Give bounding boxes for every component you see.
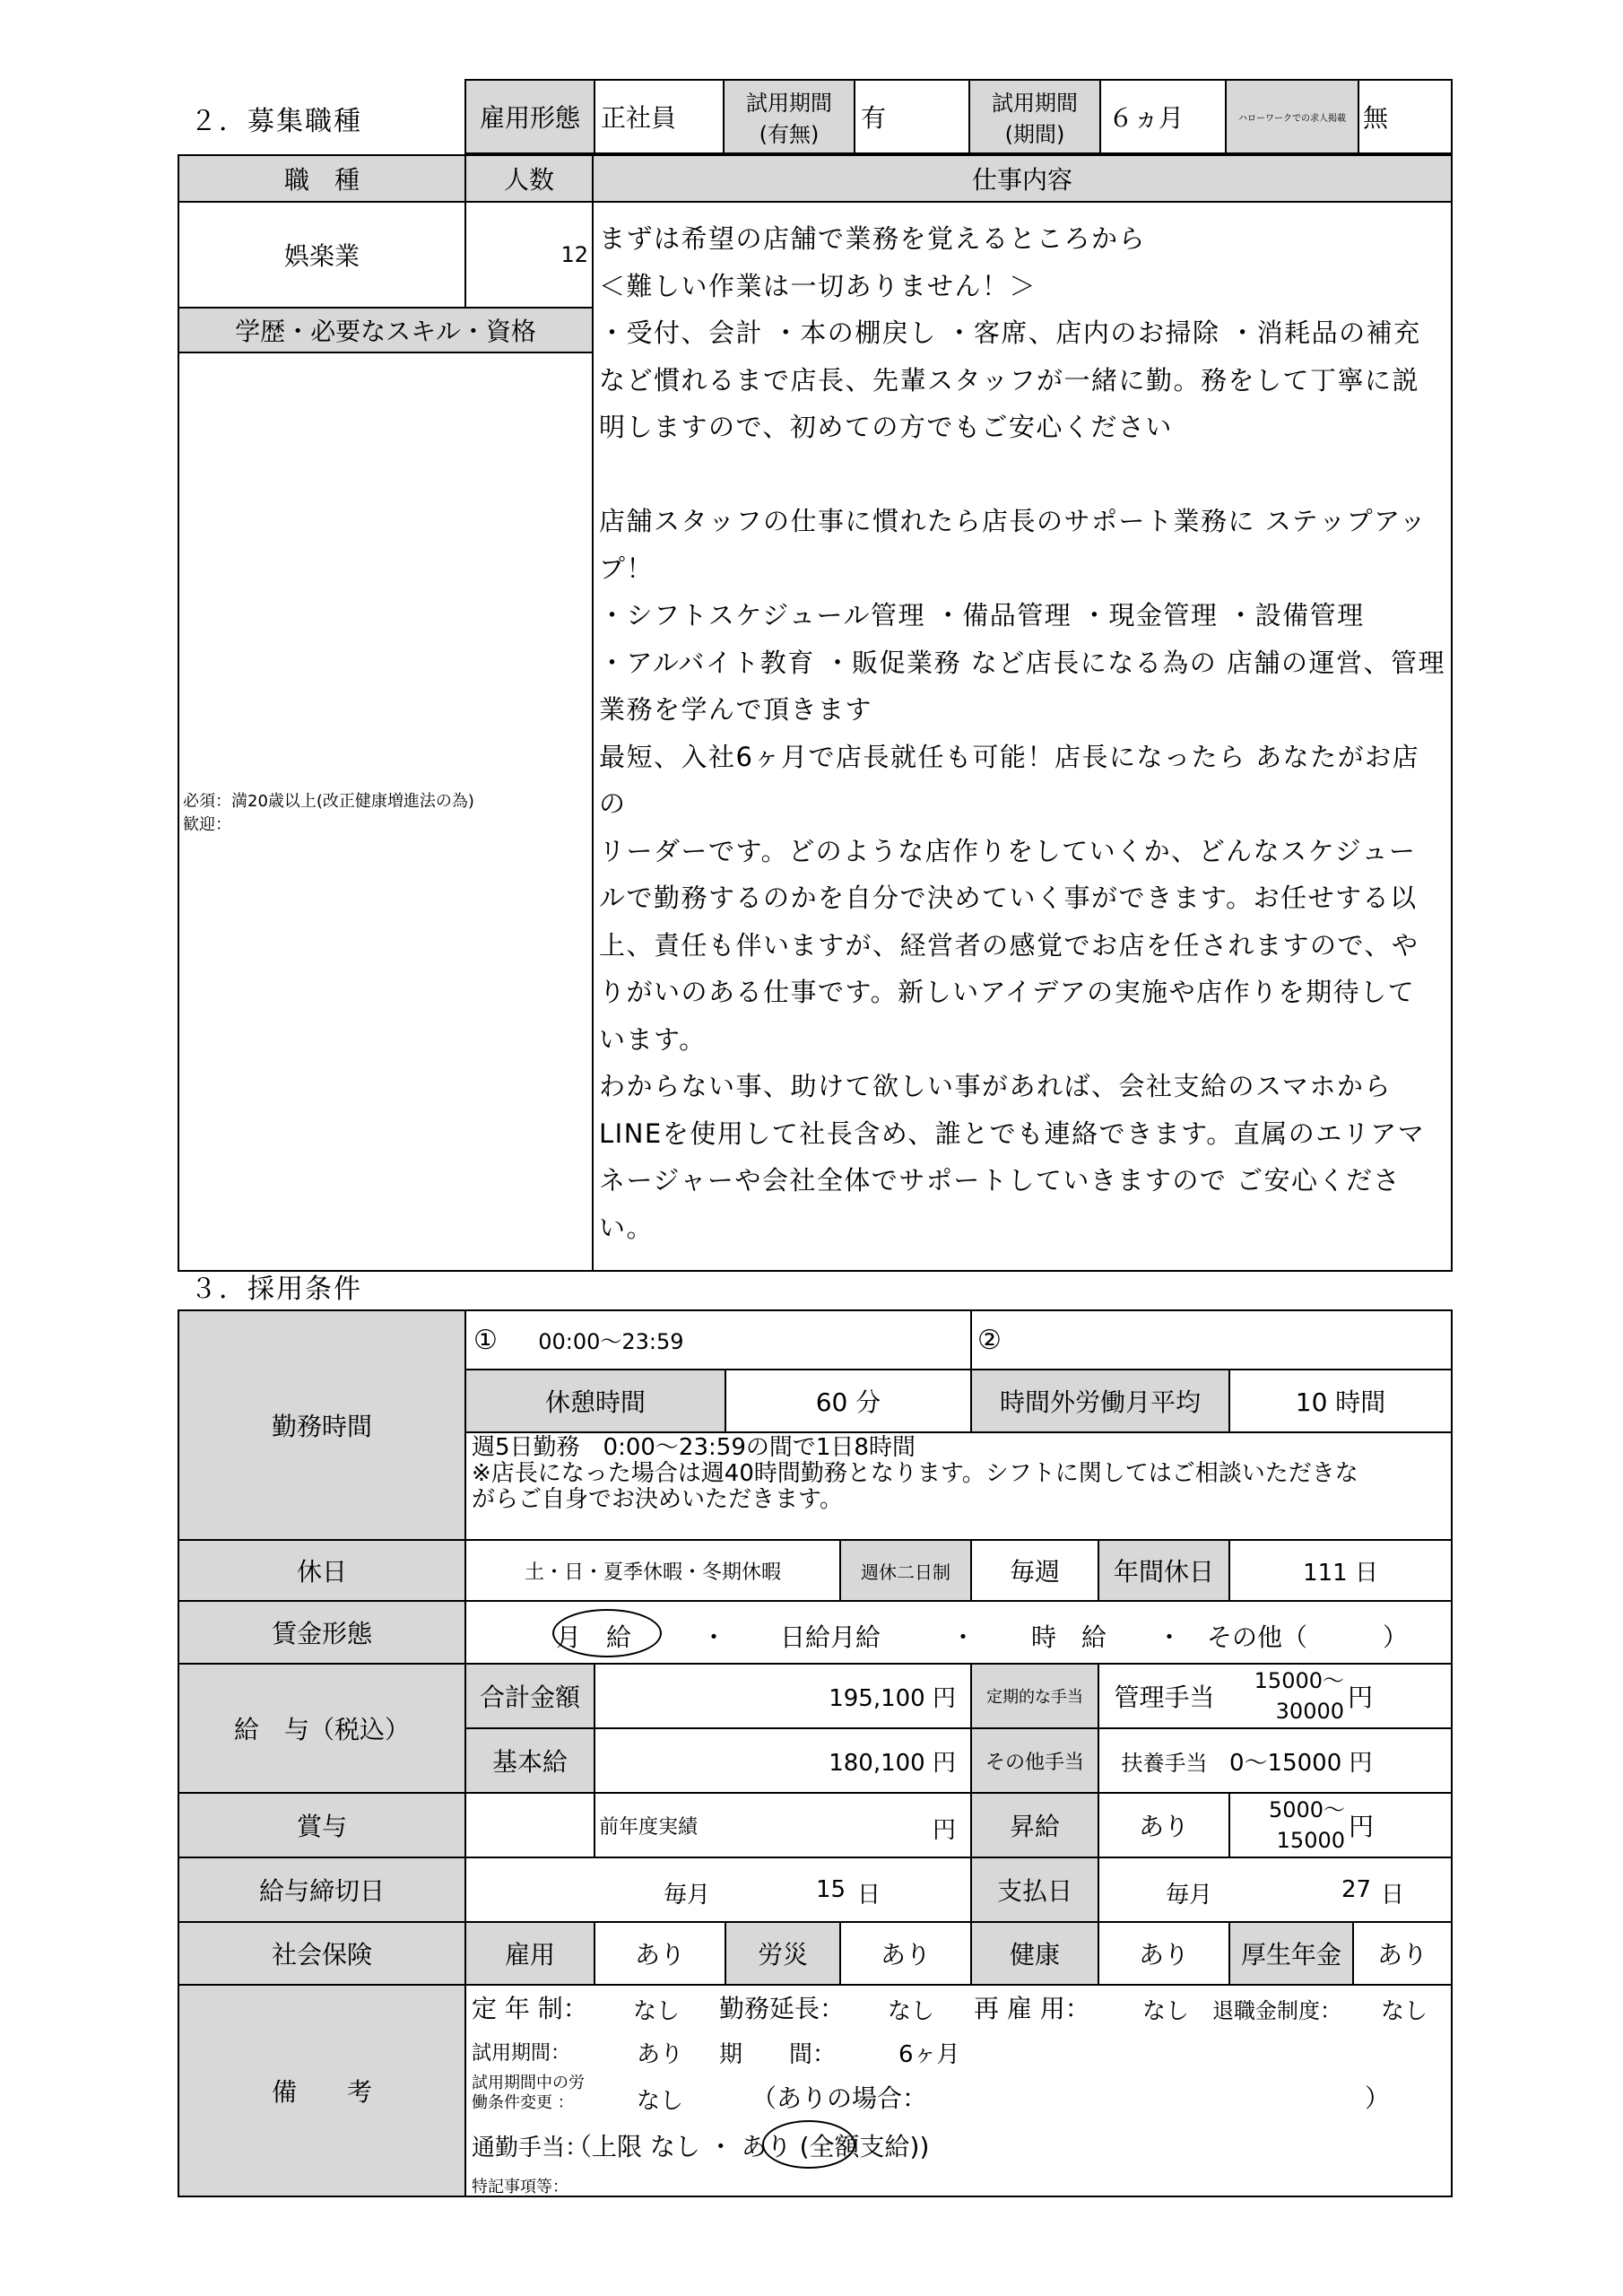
regular-allowance-line2: 30000: [1275, 1699, 1345, 1724]
raise-label: 昇給: [971, 1793, 1098, 1857]
regular-allowance-name: 管理手当: [1098, 1664, 1229, 1728]
wage-type-label: 賃金形態: [178, 1601, 465, 1664]
skills-welcome: 歓迎：: [183, 815, 231, 834]
work-hours-note-line1: 週5日勤務 0:00～23:59の間で1日8時間: [472, 1434, 916, 1461]
ins-pension-cell: [1229, 1922, 1452, 1985]
hellowork-value: 無: [1358, 80, 1452, 153]
remarks-label: 備 考: [178, 1985, 465, 2196]
cutoff-day: 15: [816, 1876, 846, 1903]
remarks-cell: [465, 1985, 1452, 2196]
wage-dot3: ・: [1157, 1622, 1183, 1652]
shift1-cell: [465, 1310, 971, 1370]
salary-total-label: 合計金額: [465, 1664, 595, 1728]
trial-period-label-line2: (期間): [1004, 122, 1065, 147]
ins-pension-value: あり: [1377, 1940, 1428, 1970]
work-hours-note-line2: ※店長になった場合は週40時間勤務となります。シフトに関してはご相談いただきな: [472, 1460, 1358, 1487]
bonus-prev-yen: 円: [933, 1817, 957, 1844]
ins-health-label: 健康: [971, 1922, 1098, 1985]
overtime-value: 10: [1295, 1387, 1328, 1417]
trial-value: 有: [855, 80, 969, 153]
regular-allowance-amount: [1229, 1664, 1452, 1728]
section2-title: ２．募集職種: [190, 106, 362, 137]
severance-label: 退職金制度：: [1212, 1998, 1341, 2023]
remarks-trial-period-value: 6ヶ月: [898, 2041, 960, 2068]
trial-label-line1: 試用期間: [746, 91, 832, 116]
pay-day: 27: [1341, 1876, 1372, 1903]
salary-total-cell: [595, 1664, 971, 1728]
extension-label: 勤務延長：: [719, 1994, 846, 2023]
shift2-cell: [971, 1310, 1452, 1370]
trial-change-detail: （ありの場合：: [751, 2083, 928, 2113]
holiday-value: 土・日・夏季休暇・冬期休暇: [465, 1540, 840, 1601]
raise-line2: 15000: [1276, 1828, 1346, 1853]
cutoff-cell: [465, 1857, 971, 1922]
section3-title: ３．採用条件: [190, 1274, 362, 1305]
trial-label-line2: (有無): [759, 122, 820, 147]
regular-allowance-line1: 15000～: [1254, 1668, 1345, 1693]
trial-change-value: なし: [637, 2088, 684, 2115]
work-hours-label: 勤務時間: [178, 1310, 465, 1540]
ins-health-value: あり: [1098, 1922, 1229, 1985]
employment-header-table: [464, 79, 1453, 154]
trial-change-label-line1: 試用期間中の労: [472, 2074, 585, 2092]
bonus-prev-cell: [595, 1793, 971, 1857]
wage-monthly-circle: [552, 1609, 662, 1657]
weekly-holiday-value: 毎週: [971, 1540, 1098, 1601]
wage-daily: 日給月給: [780, 1622, 881, 1652]
remarks-trial-period-label: 期 間：: [719, 2041, 837, 2068]
hellowork-label: ハローワークでの求人掲載: [1226, 80, 1358, 153]
severance-value: なし: [1381, 1998, 1428, 2025]
break-cell: [725, 1370, 971, 1432]
wage-type-options: [465, 1601, 1452, 1664]
employment-type-value: 正社員: [595, 80, 724, 153]
work-hours-note-line3: がらご自身でお決めいただきます。: [472, 1486, 843, 1513]
other-allowance-label: その他手当: [971, 1728, 1098, 1793]
shift1-time: 00:00～23:59: [538, 1329, 684, 1354]
salary-base-yen: 円: [933, 1749, 957, 1777]
pay-cell: [1098, 1857, 1452, 1922]
job-table: [178, 154, 1453, 1272]
skills-required: 必須：満20歳以上(改正健康増進法の為): [183, 792, 474, 811]
ins-employment-label: 雇用: [465, 1922, 595, 1985]
bonus-prev-label: 前年度実績: [599, 1815, 699, 1839]
pay-day-unit: 日: [1381, 1882, 1405, 1909]
salary-label: 給 与（税込）: [178, 1664, 465, 1793]
bonus-label: 賞与: [178, 1793, 465, 1857]
work-hours-note: [465, 1432, 1452, 1540]
raise-yen: 円: [1349, 1812, 1375, 1841]
salary-total-yen: 円: [933, 1684, 957, 1712]
commute-label: 通勤手当：: [472, 2135, 589, 2161]
other-allowance-value: 0～15000: [1229, 1749, 1342, 1777]
bonus-blank: [465, 1793, 595, 1857]
salary-total-value: 195,100: [829, 1684, 925, 1712]
break-value: 60: [815, 1387, 848, 1417]
remarks-trial-value: あり: [637, 2041, 684, 2068]
break-unit: 分: [855, 1387, 881, 1417]
commute-options: （上限 なし ・ あり (全額支給)): [567, 2132, 930, 2161]
retire-value: なし: [633, 1998, 681, 2025]
annual-holiday-cell: [1229, 1540, 1452, 1601]
employment-type-label: 雇用形態: [465, 80, 595, 153]
break-label: 休憩時間: [465, 1370, 725, 1432]
raise-amount: [1229, 1793, 1452, 1857]
skills-header: 学歴・必要なスキル・資格: [178, 308, 593, 352]
count-header: 人数: [465, 155, 593, 202]
trial-period-label: [969, 80, 1100, 153]
extension-value: なし: [888, 1998, 935, 2025]
weekly-holiday-label: 週休二日制: [840, 1540, 971, 1601]
wage-monthly: 月 給: [556, 1622, 632, 1652]
ins-employment-value: あり: [595, 1922, 725, 1985]
other-allowance-cell: [1229, 1728, 1452, 1793]
retire-label: 定 年 制：: [472, 1994, 588, 2023]
other-allowance-yen: 円: [1349, 1749, 1373, 1777]
overtime-cell: [1229, 1370, 1452, 1432]
job-type-value: 娯楽業: [178, 202, 465, 308]
salary-base-value: 180,100: [829, 1749, 925, 1777]
annual-holiday-value: 111: [1303, 1559, 1348, 1587]
raise-value: あり: [1098, 1793, 1229, 1857]
trial-change-close: ）: [1365, 2083, 1391, 2113]
ins-pension-label: 厚生年金: [1230, 1923, 1354, 1984]
job-type-header: 職 種: [178, 155, 465, 202]
pay-label: 支払日: [971, 1857, 1098, 1922]
trial-label: [724, 80, 855, 153]
trial-period-value: ６ヵ月: [1100, 80, 1226, 153]
count-value: 12: [465, 202, 593, 308]
regular-allowance-label: 定期的な手当: [971, 1664, 1098, 1728]
wage-dot1: ・: [701, 1622, 727, 1652]
trial-change-label-line2: 働条件変更 ：: [472, 2093, 574, 2112]
wage-other: その他（ ）: [1207, 1622, 1409, 1652]
annual-holiday-label: 年間休日: [1098, 1540, 1229, 1601]
wage-hourly: 時 給: [1031, 1622, 1107, 1652]
skills-cell: [178, 352, 593, 1271]
rehire-label: 再 雇 用：: [974, 1994, 1090, 2023]
insurance-label: 社会保険: [178, 1922, 465, 1985]
salary-base-cell: [595, 1728, 971, 1793]
rehire-value: なし: [1142, 1998, 1190, 2025]
raise-line1: 5000～: [1268, 1797, 1346, 1822]
regular-allowance-yen: 円: [1348, 1683, 1374, 1712]
shift1-mark: ①: [473, 1325, 498, 1356]
annual-holiday-unit: 日: [1354, 1559, 1378, 1587]
cutoff-label: 給与締切日: [178, 1857, 465, 1922]
commute-yes-circle: [762, 2120, 855, 2169]
ins-accident-label: 労災: [725, 1922, 840, 1985]
wage-dot2: ・: [950, 1622, 976, 1652]
other-allowance-name: 扶養手当: [1098, 1728, 1229, 1793]
trial-period-label-line1: 試用期間: [992, 91, 1078, 116]
overtime-unit: 時間: [1335, 1387, 1386, 1417]
overtime-label: 時間外労働月平均: [971, 1370, 1229, 1432]
ins-accident-value: あり: [840, 1922, 971, 1985]
salary-base-label: 基本給: [465, 1728, 595, 1793]
cutoff-day-unit: 日: [857, 1882, 881, 1909]
special-label: 特記事項等：: [472, 2178, 568, 2196]
remarks-trial-label: 試用期間：: [472, 2042, 571, 2065]
holiday-label: 休日: [178, 1540, 465, 1601]
shift2-mark: ②: [977, 1324, 1002, 1356]
job-content-header: 仕事内容: [593, 155, 1452, 202]
cutoff-prefix: 毎月: [664, 1882, 711, 1909]
trial-change-label: [472, 2074, 585, 2113]
job-content-text: まずは希望の店舗で業務を覚えるところから ＜難しい作業は一切ありません！＞ ・受付、会計 ・本の棚戻し ・客席、店内のお掃除 ・消耗品の補充 など慣れるまで店長、先輩スタッフが一緒に勤。務をして丁寧に説 明しますので、初めての方でもご安心ください 店舗スタッフの仕事に慣れたら店長のサポート業務に ステップアッ プ！ ・シフトスケジュール管理 ・備品管理 ・現金管理 ・設備管理 ・アルバイト教育 ・販促業務 など店長になる為の 店舗の運営、管理 業務を学んで頂きます 最短、入社6ヶ月で店長就任も可能！店長になったら あなたがお店の リーダーです。どのような店作りをしていくか、どんなスケジュー ルで勤務するのかを自分で決めていく事ができます。お任せする以 上、責任も伴いますが、経営者の感覚でお店を任されますので、や りがいのある仕事です。新しいアイデアの実施や店作りを期待して います。 わからない事、助けて欲しい事があれば、会社支給のスマホから LINEを使用して社長含め、誰とでも連絡できます。直属のエリアマ ネージャーや会社全体でサポートしていきますので ご安心くださ い。: [593, 202, 1452, 1271]
conditions-table: [178, 1309, 1453, 2197]
pay-prefix: 毎月: [1166, 1882, 1213, 1909]
